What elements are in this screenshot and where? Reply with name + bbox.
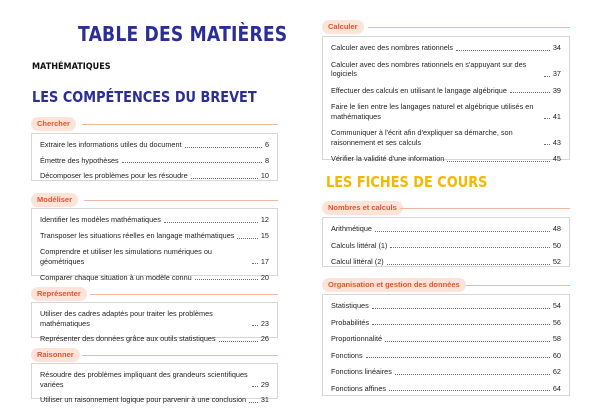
toc-entry[interactable]: Calcul littéral (2) 52 [331,257,561,266]
subject-label: MATHÉMATIQUES [32,62,111,72]
toc-box-calculer [322,36,570,163]
toc-entry[interactable]: Effectuer des calculs en utilisant le langage algébrique 39 [331,85,561,95]
section-tag-representer: Représenter [31,287,87,301]
toc-entry[interactable]: Utiliser des cadres adaptés pour traiter les problèmes mathématiques 23 [40,309,269,328]
toc-entry[interactable]: Identifier les modèles mathématiques 12 [40,215,269,224]
toc-entry[interactable]: Statistiques 54 [331,301,561,310]
section-rule [400,208,570,209]
toc-entry[interactable]: Représenter des données grâce aux outils statistiques 26 [40,334,269,343]
toc-entry[interactable]: Fonctions 60 [331,350,561,360]
toc-entry[interactable]: Arithmétique 48 [331,224,561,233]
toc-entry[interactable]: Communiquer à l'écrit afin d'expliquer sa démarche, son raisonnement et ses calculs 43 [331,128,561,147]
toc-entry[interactable]: Calculer avec des nombres rationnels en s'appuyant sur des logiciels 37 [331,59,561,78]
section-rule [368,27,570,28]
section-tag-calculer: Calculer [322,20,364,34]
section-rule [82,124,278,125]
toc-entry[interactable]: Probabilités 56 [331,317,561,327]
toc-box-chercher [31,133,278,181]
section-tag-nombres-calculs: Nombres et calculs [322,201,403,215]
toc-entry[interactable]: Comprendre et utiliser les simulations numériques ou géométriques 17 [40,247,269,266]
section-tag-organisation-donnees: Organisation et gestion des données [322,278,466,292]
toc-entry[interactable]: Fonctions affines 64 [331,383,561,393]
page-title: TABLE DES MATIÈRES [78,22,288,46]
section-rule [466,285,570,286]
competences-heading: LES COMPÉTENCES DU BREVET [32,88,257,106]
toc-entry[interactable]: Calculs littéral (1) 50 [331,240,561,250]
toc-entry[interactable]: Résoudre des problèmes impliquant des grandeurs scientifiques variées 29 [40,370,269,389]
toc-entry[interactable]: Calculer avec des nombres rationnels 34 [331,43,561,52]
section-tag-modeliser: Modéliser [31,193,78,207]
fiches-heading: LES FICHES DE COURS [326,173,488,191]
toc-entry[interactable]: Fonctions linéaires 62 [331,367,561,376]
toc-entry[interactable]: Décomposer les problèmes pour les résoudre 10 [40,171,269,180]
toc-box-raisonner [31,363,278,404]
section-tag-raisonner: Raisonner [31,348,80,362]
toc-entry[interactable]: Faire le lien entre les langages naturel et algébrique utilisés en mathématiques 41 [331,102,561,121]
toc-box-organisation-donnees [322,294,570,396]
section-rule [82,355,278,356]
toc-box-modeliser [31,208,278,282]
section-tag-chercher: Chercher [31,117,76,131]
section-rule [84,200,278,201]
toc-entry[interactable]: Comparer chaque situation à un modèle connu 20 [40,272,269,282]
section-rule [90,294,278,295]
toc-box-nombres-calculs [322,217,570,267]
toc-entry[interactable]: Émettre des hypothèses 8 [40,155,269,165]
toc-entry[interactable]: Utiliser un raisonnement logique pour parvenir à une conclusion 31 [40,395,269,404]
toc-entry[interactable]: Proportionnalité 58 [331,334,561,343]
toc-entry[interactable]: Transposer les situations réelles en langage mathématiques 15 [40,231,269,240]
toc-entry[interactable]: Vérifier la validité d'une information 45 [331,154,561,163]
toc-entry[interactable]: Extraire les informations utiles du document 6 [40,140,269,149]
toc-box-representer [31,302,278,343]
